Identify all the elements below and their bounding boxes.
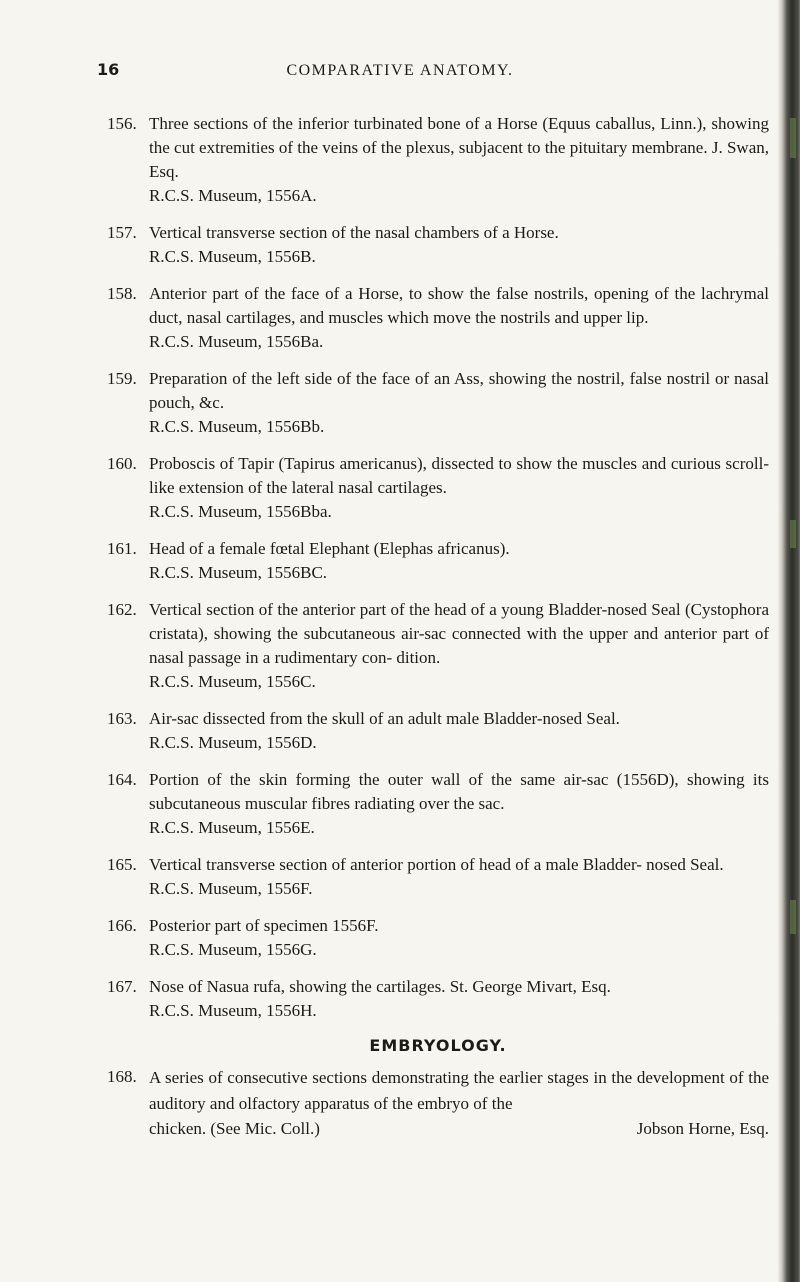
- entry-number: 162.: [107, 600, 137, 619]
- entry-museum-ref: R.C.S. Museum, 1556D.: [149, 733, 317, 752]
- catalogue-entry: [107, 537, 769, 585]
- entry-museum-ref: R.C.S. Museum, 1556E.: [149, 818, 315, 837]
- page-number: 16: [97, 60, 120, 79]
- catalogue-entry: [107, 768, 769, 840]
- catalogue-entry: [107, 282, 769, 354]
- entry-description: Posterior part of specimen 1556F.: [149, 916, 379, 935]
- entry-description: Anterior part of the face of a Horse, to show the false nostrils, opening of the lachrymal duct, nasal cartilages, and muscles which move the nostrils and upper lip.: [149, 284, 769, 327]
- entry-description: Head of a female fœtal Elephant (Elephas africanus).: [149, 539, 510, 558]
- catalogue-entry: [107, 853, 769, 901]
- catalogue-entry: [107, 452, 769, 524]
- entry-museum-ref: R.C.S. Museum, 1556G.: [149, 940, 317, 959]
- entry-description: Air-sac dissected from the skull of an adult male Bladder-nosed Seal.: [149, 709, 620, 728]
- catalogue-entry: [107, 975, 769, 1023]
- catalogue-entry: [107, 221, 769, 269]
- entry-tail-text: chicken. (See Mic. Coll.): [149, 1119, 320, 1138]
- entry-number: 157.: [107, 223, 137, 242]
- entry-description: Portion of the skin forming the outer wall of the same air-sac (1556D), showing its subcutaneous muscular fibres radiating over the sac.: [149, 770, 769, 813]
- entry-museum-ref: R.C.S. Museum, 1556Bb.: [149, 417, 325, 436]
- entry-description: Proboscis of Tapir (Tapirus americanus), dissected to show the muscles and curious scroll-like extension of the lateral nasal cartilages.: [149, 454, 769, 497]
- entry-description: Vertical section of the anterior part of the head of a young Bladder-nosed Seal (Cystophora cristata), showing the subcutaneous air-sac connected with the upper and anterior part of nasal passage in a rudimentary con- dition.: [149, 600, 769, 667]
- entry-museum-ref: R.C.S. Museum, 1556B.: [149, 247, 316, 266]
- entry-number: 166.: [107, 916, 137, 935]
- page-binding-edge: [778, 0, 800, 1282]
- edge-speck: [790, 520, 796, 548]
- entry-description: Three sections of the inferior turbinated bone of a Horse (Equus caballus, Linn.), showing the cut extremities of the veins of the plexus, subjacent to the pituitary membrane. J. Swan, Esq.: [149, 114, 769, 181]
- running-head: COMPARATIVE ANATOMY.: [286, 62, 514, 79]
- entry-museum-ref: R.C.S. Museum, 1556BC.: [149, 563, 328, 582]
- entry-museum-ref: R.C.S. Museum, 1556Ba.: [149, 332, 324, 351]
- entry-description: Vertical transverse section of the nasal chambers of a Horse.: [149, 223, 559, 242]
- entry-list: [107, 112, 769, 1154]
- entry-museum-ref: R.C.S. Museum, 1556Bba.: [149, 502, 332, 521]
- catalogue-entry: [107, 112, 769, 208]
- entry-museum-ref: R.C.S. Museum, 1556A.: [149, 186, 317, 205]
- entry-museum-ref: R.C.S. Museum, 1556C.: [149, 672, 316, 691]
- entry-donor: Jobson Horne, Esq.: [636, 1119, 769, 1138]
- entry-number: 163.: [107, 709, 137, 728]
- entry-description: A series of consecutive sections demonstrating the earlier stages in the development of the auditory and olfactory apparatus of the embryo of the: [149, 1068, 769, 1113]
- catalogue-entry: [107, 367, 769, 439]
- entry-number: 156.: [107, 114, 137, 133]
- edge-speck: [790, 900, 796, 934]
- entry-description: Nose of Nasua rufa, showing the cartilages. St. George Mivart, Esq.: [149, 977, 611, 996]
- entry-number: 161.: [107, 539, 137, 558]
- catalogue-entry: [107, 598, 769, 694]
- catalogue-entry: [107, 707, 769, 755]
- catalogue-entry: [107, 914, 769, 962]
- entry-number: 160.: [107, 454, 137, 473]
- section-heading: EMBRYOLOGY.: [369, 1036, 507, 1055]
- entry-number: 167.: [107, 977, 137, 996]
- entry-number: 168.: [107, 1067, 137, 1086]
- entry-number: 165.: [107, 855, 137, 874]
- entry-donor-line: [149, 1117, 769, 1141]
- edge-speck: [790, 118, 796, 158]
- entry-number: 164.: [107, 770, 137, 789]
- catalogue-entry: [107, 1065, 769, 1141]
- entry-description: Vertical transverse section of anterior portion of head of a male Bladder- nosed Seal.: [149, 855, 724, 874]
- entry-museum-ref: R.C.S. Museum, 1556H.: [149, 1001, 317, 1020]
- entry-museum-ref: R.C.S. Museum, 1556F.: [149, 879, 313, 898]
- entry-description: Preparation of the left side of the face of an Ass, showing the nostril, false nostril or nasal pouch, &c.: [149, 369, 769, 412]
- entry-number: 158.: [107, 284, 137, 303]
- entry-number: 159.: [107, 369, 137, 388]
